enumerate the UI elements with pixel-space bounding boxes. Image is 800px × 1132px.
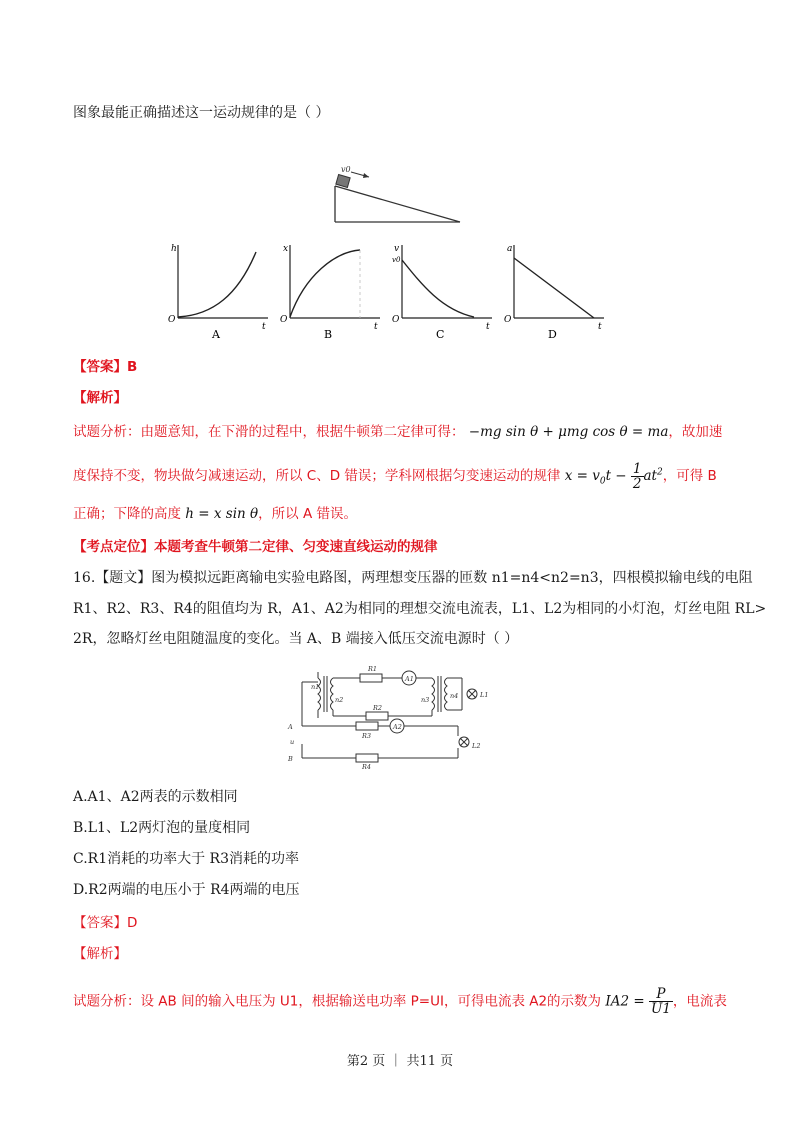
q16-option-d: D.R2两端的电压小于 R4两端的电压 (73, 882, 300, 898)
graph-b-option: B (324, 328, 333, 340)
circuit-label-n4: n4 (450, 692, 459, 700)
q15-kaodian: 【考点定位】本题考查牛顿第二定律、匀变速直线运动的规律 (73, 539, 438, 555)
q16-answer: 【答案】D (73, 915, 138, 931)
circuit-label-a: A (288, 723, 293, 731)
circuit-label-b: B (288, 755, 293, 763)
circuit-label-r2: R2 (373, 704, 383, 712)
graph-a (168, 240, 278, 340)
q16-analysis-tag: 【解析】 (73, 946, 127, 962)
graph-d-option: D (548, 328, 557, 340)
circuit-label-r4: R4 (362, 763, 372, 770)
circuit-diagram (282, 658, 504, 770)
circuit-label-a2: A2 (393, 723, 402, 731)
circuit-label-n3: n3 (421, 696, 430, 704)
q16-eq-fraction (649, 987, 673, 1016)
circuit-label-l2: L2 (472, 742, 481, 750)
circuit-label-n2: n2 (335, 696, 344, 704)
graph-c-y-label: v (394, 244, 400, 254)
graph-b-y-label: x (283, 244, 289, 254)
q16-option-a: A.A1、A2两表的示数相同 (73, 789, 238, 805)
graph-d (504, 240, 614, 340)
q16-stem-line2: R1、R2、R3、R4的阻值均为 R，A1、A2为相同的理想交流电流表，L1、L2为相同的小灯泡，灯丝电阻 RL> (73, 601, 767, 617)
q16-analysis-line (73, 987, 727, 1016)
graph-a-x-label: t (262, 322, 266, 332)
circuit-label-n1: n1 (311, 683, 320, 691)
q16-option-c: C.R1消耗的功率大于 R3消耗的功率 (73, 851, 300, 867)
q16-analysis-text: 试题分析：设 AB 间的输入电压为 U1，根据输送电功率 P=UI，可得电流表 A2的示数为 (73, 993, 602, 1010)
q15-line3-text: 正确；下降的高度 (73, 506, 181, 522)
q15-line1-equation: −mg sin θ + μmg cos θ = ma (468, 424, 669, 440)
graph-b-x-label: t (374, 322, 378, 332)
graph-a-option: A (212, 328, 220, 340)
q15-analysis-line2 (73, 462, 717, 491)
graph-b (280, 240, 390, 340)
q16-stem-line1: 16.【题文】图为模拟远距离输电实验电路图，两理想变压器的匝数 n1=n4<n2=n3，四根模拟输电线的电阻 (73, 570, 753, 586)
q16-eq-lhs: IA2 = (605, 993, 645, 1010)
q15-line2-text: 度保持不变，物块做匀减速运动，所以 C、D 错误；学科网根据匀变速运动的规律 (73, 468, 561, 485)
graph-c-origin: O (392, 315, 400, 325)
graph-d-origin: O (504, 315, 512, 325)
q15-line1-tail: ，故加速 (668, 424, 723, 440)
graph-c (392, 240, 502, 340)
circuit-label-l1: L1 (480, 691, 489, 699)
graph-a-y-label: h (171, 244, 177, 254)
circuit-label-u: u (290, 738, 295, 746)
q15-answer: 【答案】B (73, 359, 138, 375)
q16-option-b: B.L1、L2两灯泡的量度相同 (73, 820, 251, 836)
circuit-label-r1: R1 (368, 665, 378, 673)
circuit-label-r3: R3 (362, 732, 372, 740)
q16-eq-denominator: U1 (650, 1001, 671, 1018)
q15-line2-tail: ，可得 B (662, 468, 717, 485)
q15-analysis-line3 (73, 502, 357, 522)
q16-stem-line3: 2R，忽略灯丝电阻随温度的变化。当 A、B 端接入低压交流电源时（ ） (73, 631, 519, 647)
graph-d-x-label: t (598, 322, 602, 332)
graph-a-origin: O (168, 315, 176, 325)
q16-eq-numerator: P (649, 987, 673, 1002)
graph-b-origin: O (280, 315, 288, 325)
q15-line1-text: 试题分析：由题意知，在下滑的过程中，根据牛顿第二定律可得： (73, 424, 465, 440)
incline-v0-label: v0 (341, 165, 351, 174)
graph-c-x-label: t (486, 322, 490, 332)
q15-analysis-tag: 【解析】 (73, 390, 127, 406)
q15-line3-equation: h = x sin θ (185, 506, 259, 522)
q15-analysis-line1 (73, 420, 722, 440)
circuit-label-a1: A1 (405, 675, 414, 683)
graph-d-y-label: a (507, 244, 513, 254)
page-footer: 第2 页 ｜ 共11 页 (346, 1054, 454, 1069)
graph-c-option: C (436, 328, 445, 340)
question-stem-tail: 图象最能正确描述这一运动规律的是（ ） (73, 105, 330, 121)
q15-line3-tail: ，所以 A 错误。 (258, 506, 357, 522)
incline-figure (325, 164, 470, 226)
q15-kinematics-equation: $x = v_0t$ − $\frac{1}{2}$ $at^2$ (564, 461, 663, 493)
q16-analysis-tail: ，电流表 (672, 993, 727, 1010)
graph-c-v0-tick: v0 (392, 256, 401, 264)
